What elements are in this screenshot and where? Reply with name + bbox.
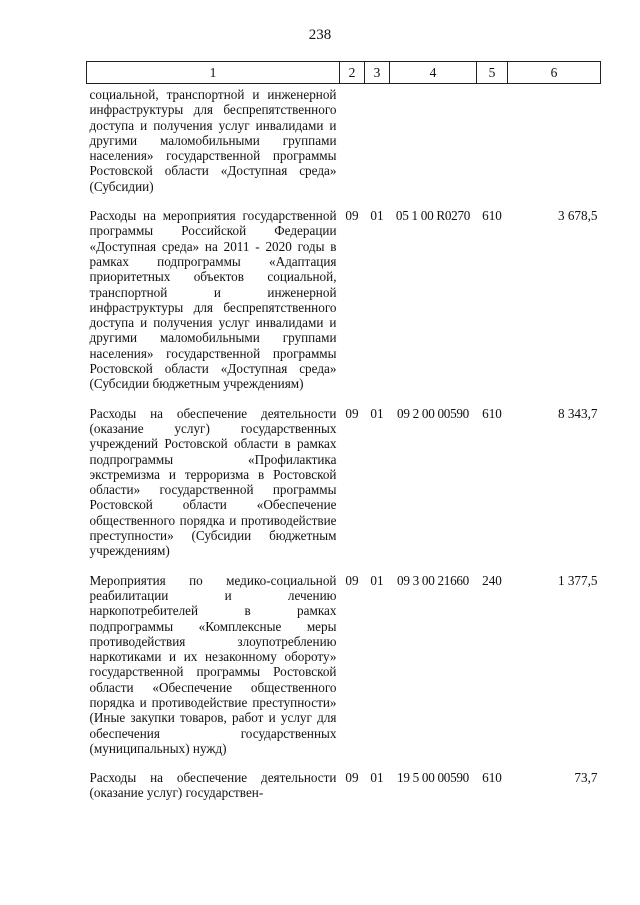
column-header-3: 3 — [365, 62, 390, 84]
row-expense-type: 610 — [482, 770, 502, 786]
column-header-4: 4 — [390, 62, 477, 84]
column-header-2: 2 — [340, 62, 365, 84]
table-row — [87, 769, 601, 814]
row-subsection: 01 — [370, 208, 384, 224]
row-target-code: 09 3 00 21660 — [397, 572, 469, 588]
row-target-code: 05 1 00 R0270 — [395, 208, 471, 224]
row-target-code — [390, 84, 477, 208]
column-header-5: 5 — [477, 62, 508, 84]
row-description: Расходы на обеспечение деятельности (оказание услуг) государственных учреждений Ростовской области в рамках подпрограммы «Профилактика экстремизма и терроризма в Ростовской области» государственной программы Ростовской области «Обеспечение общественного порядка и противодействие преступности» (Субсидии бюджетным учреждениям) — [89, 405, 337, 559]
row-target-code: 19 5 00 00590 — [397, 770, 469, 786]
row-subsection — [365, 84, 390, 208]
row-expense-type: 610 — [482, 208, 502, 224]
row-amount: 1 377,5 — [557, 572, 598, 588]
header-row — [87, 62, 601, 84]
row-subsection: 01 — [370, 405, 384, 421]
row-amount: 3 678,5 — [557, 208, 598, 224]
row-expense-type — [477, 84, 508, 208]
row-section: 09 — [345, 572, 359, 588]
row-description: Расходы на обеспечение деятельности (оказание услуг) государствен- — [89, 770, 337, 801]
row-expense-type: 610 — [482, 405, 502, 421]
table-header — [87, 62, 601, 84]
row-amount: 73,7 — [574, 770, 598, 786]
row-target-code: 09 2 00 00590 — [397, 405, 469, 421]
row-section: 09 — [345, 405, 359, 421]
budget-table — [86, 61, 601, 814]
row-description: социальной, транспортной и инженерной инфраструктуры для беспрепятственного доступа и получения услуг инвалидами и другими маломобильными группами населения» государственной программы Ростовской области «Доступная среда» (Субсидии) — [89, 87, 337, 194]
table-row — [87, 405, 601, 572]
row-amount: 8 343,7 — [557, 405, 598, 421]
row-section: 09 — [345, 770, 359, 786]
table-row — [87, 572, 601, 770]
row-amount — [508, 84, 601, 208]
row-section: 09 — [345, 208, 359, 224]
row-section — [340, 84, 365, 208]
page-number: 238 — [308, 27, 332, 43]
table-row — [87, 84, 601, 208]
table-row — [87, 207, 601, 405]
column-header-6: 6 — [508, 62, 601, 84]
row-expense-type: 240 — [482, 572, 502, 588]
column-header-1: 1 — [87, 62, 340, 84]
row-subsection: 01 — [370, 770, 384, 786]
row-subsection: 01 — [370, 572, 384, 588]
row-description: Мероприятия по медико-социальной реабилитации и лечению наркопотребителей в рамках подпрограммы «Комплексные меры противодействия злоупотреблению наркотиками и их незаконному обороту» государственной программы Ростовской области «Обеспечение общественного порядка и противодействие преступности» (Иные закупки товаров, работ и услуг для обеспечения государственных (муниципальных) нужд) — [89, 572, 337, 756]
row-description: Расходы на мероприятия государственной программы Российской Федерации «Доступная среда» на 2011 - 2020 годы в рамках подпрограммы «Адаптация приоритетных объектов социальной, транспортной и инженерной инфраструктуры для беспрепятственного доступа и получения услуг инвалидами и другими маломобильными группами населения» государственной программы Ростовской области «Доступная среда» (Субсидии бюджетным учреждениям) — [89, 208, 337, 392]
table-body — [87, 84, 601, 814]
